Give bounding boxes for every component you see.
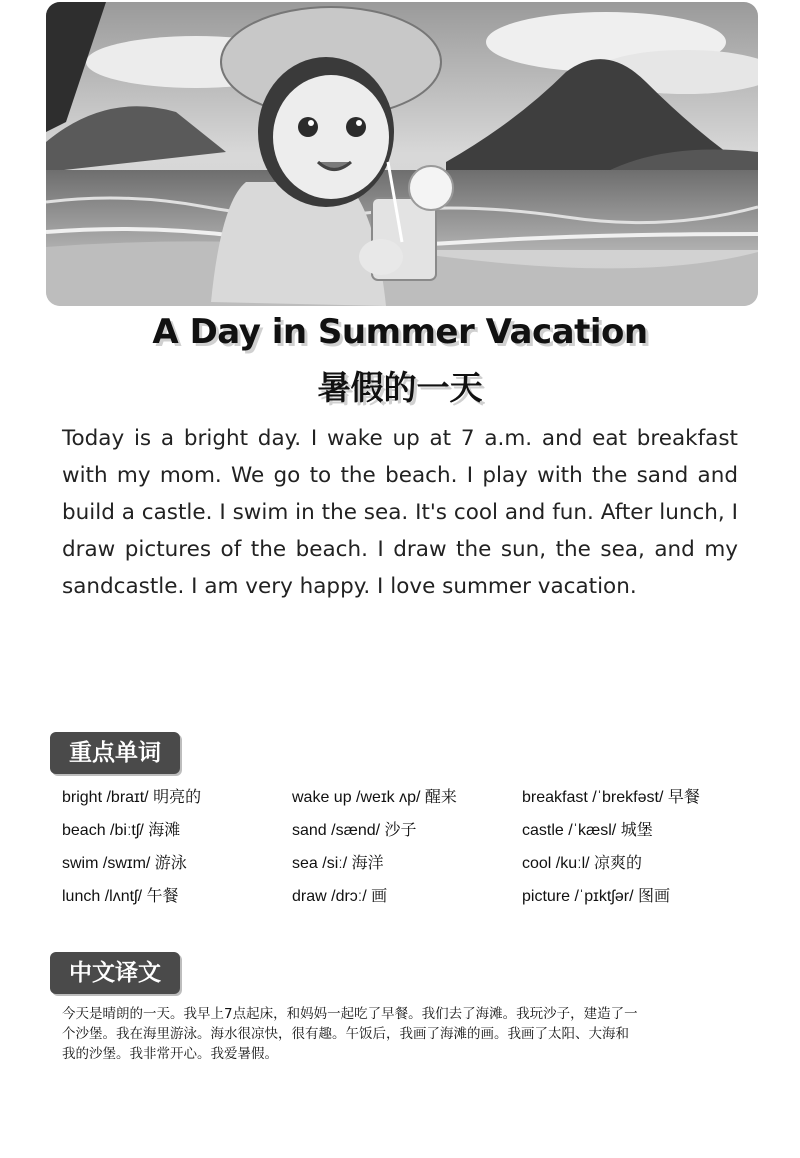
vocab-item: castle /ˈkæsl/ 城堡 (522, 822, 653, 839)
story-paragraph: Today is a bright day. I wake up at 7 a.m. and eat breakfast with my mom. We go to the beach. I play with the sand and build a castle. I swim in the sea. It's cool and fun. After lunch, I draw pictures of the beach. I draw the sun, the sea, and my sandcastle. I am very happy. I love summer vacation. (62, 426, 738, 599)
beach-girl-illustration (46, 2, 758, 306)
vocab-item: beach /biːtʃ/ 海滩 (62, 822, 181, 839)
vocab-item: bright /braɪt/ 明亮的 (62, 789, 202, 806)
hero-illustration (46, 2, 758, 306)
translation-label: 中文译文 (50, 952, 180, 994)
vocab-item: swim /swɪm/ 游泳 (62, 855, 187, 872)
vocab-item: wake up /weɪk ʌp/ 醒来 (292, 789, 457, 806)
vocab-item: breakfast /ˈbrekfəst/ 早餐 (522, 789, 700, 806)
vocab-item: cool /kuːl/ 凉爽的 (522, 855, 643, 872)
vocab-item: draw /drɔː/ 画 (292, 888, 388, 905)
vocab-item: sand /sænd/ 沙子 (292, 822, 417, 839)
key-words-label: 重点单词 (50, 732, 180, 774)
chinese-translation: 今天是晴朗的一天。我早上7点起床，和妈妈一起吃了早餐。我们去了海滩。我玩沙子，建造了一个沙堡。我在海里游泳。海水很凉快，很有趣。午饭后，我画了海滩的画。我画了太阳、大海和我的沙堡。我非常开心。我爱暑假。 (62, 1006, 638, 1062)
vocab-item: sea /siː/ 海洋 (292, 855, 384, 872)
vocabulary-list (62, 786, 762, 918)
vocab-item: picture /ˈpɪktʃər/ 图画 (522, 888, 670, 905)
title-chinese: 暑假的一天 (317, 368, 483, 407)
title-english: A Day in Summer Vacation (152, 312, 648, 352)
vocab-item: lunch /lʌntʃ/ 午餐 (62, 888, 179, 905)
